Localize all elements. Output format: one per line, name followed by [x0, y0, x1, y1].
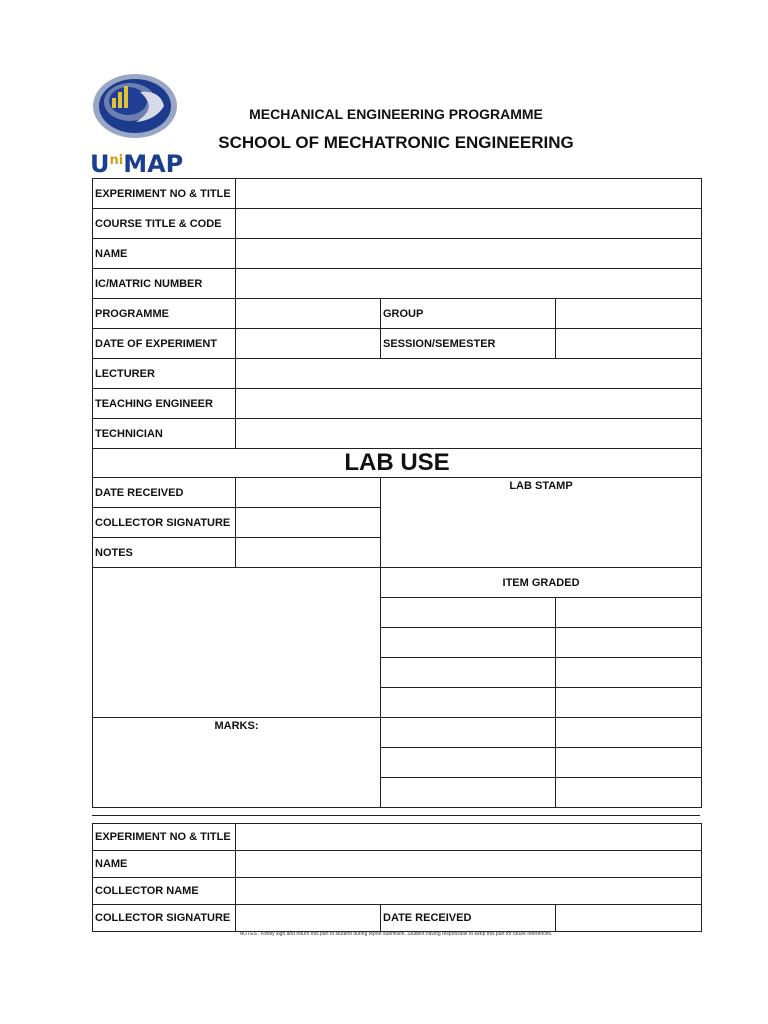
receipt-collector-signature-label: COLLECTOR SIGNATURE: [93, 905, 236, 932]
grade-mark-cell[interactable]: [556, 778, 702, 808]
technician-label: TECHNICIAN: [93, 419, 236, 449]
lecturer-field[interactable]: [236, 359, 702, 389]
collector-signature-label: COLLECTOR SIGNATURE: [93, 508, 236, 538]
teaching-engineer-label: TEACHING ENGINEER: [93, 389, 236, 419]
school-heading: SCHOOL OF MECHATRONIC ENGINEERING: [218, 133, 574, 152]
session-field[interactable]: [556, 329, 702, 359]
experiment-field[interactable]: [236, 179, 702, 209]
grade-item-cell[interactable]: [381, 688, 556, 718]
date-experiment-label: DATE OF EXPERIMENT: [93, 329, 236, 359]
grade-mark-cell[interactable]: [556, 658, 702, 688]
course-field[interactable]: [236, 209, 702, 239]
grade-mark-cell[interactable]: [556, 748, 702, 778]
receipt-note: NOTES : Kindly sign and return this part to student during report submition. Student having responsible to keep this part for future references.: [239, 931, 553, 937]
receipt-date-received-field[interactable]: [556, 905, 702, 932]
receipt-name-field[interactable]: [236, 851, 702, 878]
programme-heading: MECHANICAL ENGINEERING PROGRAMME: [249, 106, 543, 122]
group-field[interactable]: [556, 299, 702, 329]
receipt-collector-signature-field[interactable]: [236, 905, 381, 932]
course-label: COURSE TITLE & CODE: [93, 209, 236, 239]
marks-box: MARKS:: [93, 718, 381, 808]
name-field[interactable]: [236, 239, 702, 269]
lab-use-title: LAB USE: [93, 449, 702, 478]
grade-mark-cell[interactable]: [556, 688, 702, 718]
unimap-logo: [90, 72, 184, 180]
lab-blank-area[interactable]: [93, 568, 381, 718]
grade-mark-cell[interactable]: [556, 598, 702, 628]
programme-label: PROGRAMME: [93, 299, 236, 329]
lecturer-label: LECTURER: [93, 359, 236, 389]
date-experiment-field[interactable]: [236, 329, 381, 359]
receipt-experiment-label: EXPERIMENT NO & TITLE: [93, 824, 236, 851]
grade-mark-cell[interactable]: [556, 718, 702, 748]
student-info-form: [92, 178, 702, 808]
item-graded-header: ITEM GRADED: [381, 568, 702, 598]
programme-field[interactable]: [236, 299, 381, 329]
date-received-label: DATE RECEIVED: [93, 478, 236, 508]
matric-field[interactable]: [236, 269, 702, 299]
grade-item-cell[interactable]: [381, 598, 556, 628]
name-label: NAME: [93, 239, 236, 269]
grade-item-cell[interactable]: [381, 628, 556, 658]
notes-field[interactable]: [236, 538, 381, 568]
matric-label: IC/MATRIC NUMBER: [93, 269, 236, 299]
receipt-name-label: NAME: [93, 851, 236, 878]
notes-label: NOTES: [93, 538, 236, 568]
receipt-collector-name-label: COLLECTOR NAME: [93, 878, 236, 905]
grade-item-cell[interactable]: [381, 718, 556, 748]
grade-item-cell[interactable]: [381, 658, 556, 688]
receipt-form: [92, 823, 702, 932]
group-label: GROUP: [381, 299, 556, 329]
date-received-field[interactable]: [236, 478, 381, 508]
grade-item-cell[interactable]: [381, 748, 556, 778]
teaching-engineer-field[interactable]: [236, 389, 702, 419]
logo-wordmark: $U^{ni}MAP$: [90, 150, 184, 178]
tear-off-divider: [92, 815, 700, 816]
collector-signature-field[interactable]: [236, 508, 381, 538]
session-label: SESSION/SEMESTER: [381, 329, 556, 359]
grade-item-cell[interactable]: [381, 778, 556, 808]
receipt-collector-name-field[interactable]: [236, 878, 702, 905]
receipt-date-received-label: DATE RECEIVED: [381, 905, 556, 932]
lab-stamp-box: LAB STAMP: [381, 478, 702, 568]
grade-mark-cell[interactable]: [556, 628, 702, 658]
experiment-label: EXPERIMENT NO & TITLE: [93, 179, 236, 209]
receipt-experiment-field[interactable]: [236, 824, 702, 851]
technician-field[interactable]: [236, 419, 702, 449]
